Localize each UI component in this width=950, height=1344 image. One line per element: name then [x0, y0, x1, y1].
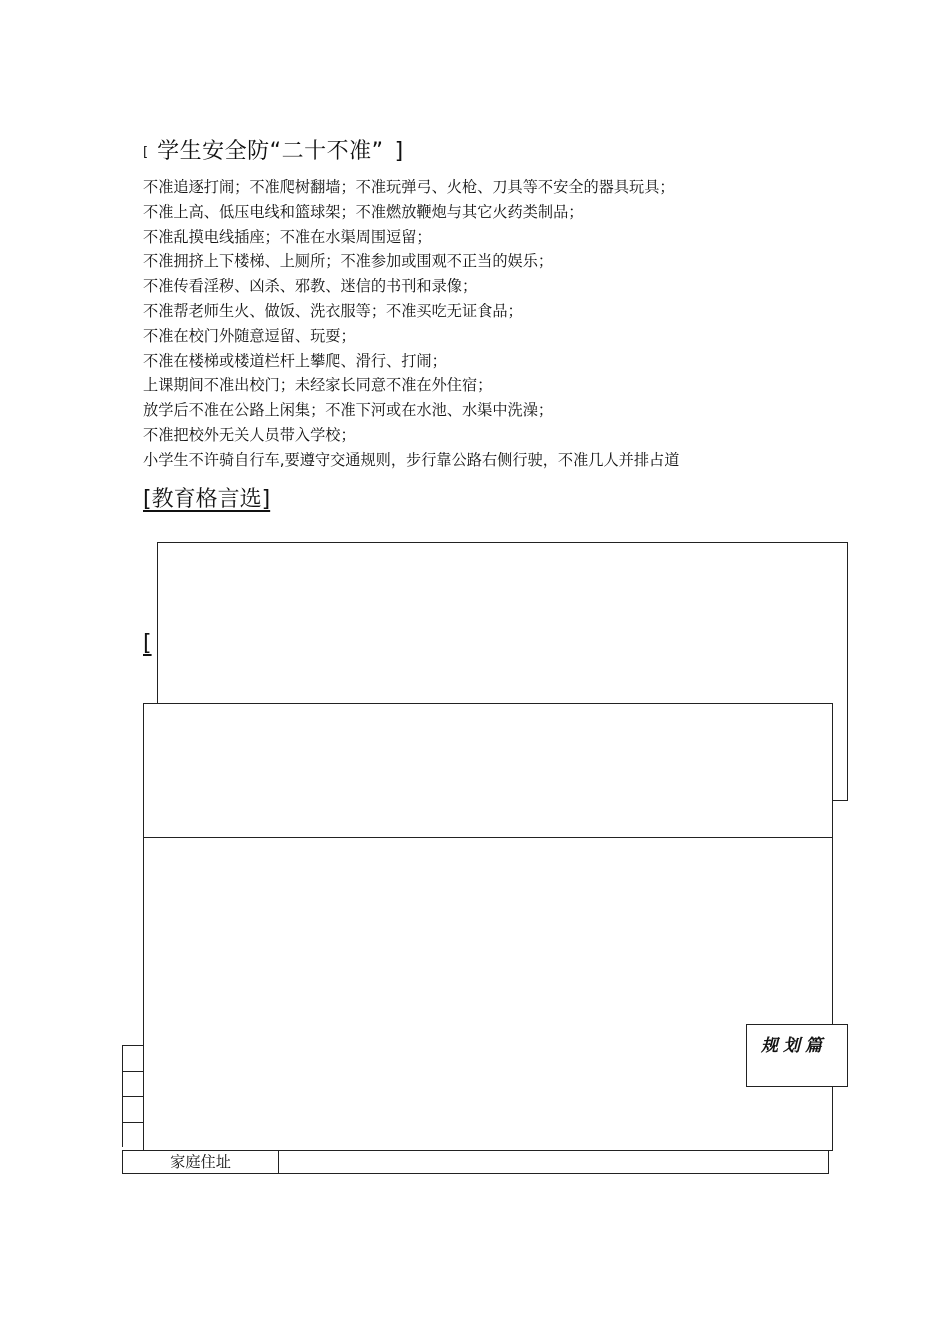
section-title: [143, 134, 403, 165]
table-row: [122, 1045, 145, 1071]
rule-item: 不准在楼梯或楼道栏杆上攀爬、滑行、打闹；: [143, 351, 447, 370]
rule-item: 上课期间不准出校门；未经家长同意不准在外住宿；: [143, 376, 493, 395]
rule-item: 小学生不许骑自行车,要遵守交通规则，步行靠公路右侧行驶，不准几人并排占道: [143, 450, 680, 469]
rule-item: 不准传看淫秽、凶杀、邪教、迷信的书刊和录像；: [143, 277, 478, 296]
content-box-middle: [143, 703, 833, 838]
rule-item: 不准拥挤上下楼梯、上厕所；不准参加或围观不正当的娱乐；: [143, 252, 554, 271]
title-open-bracket: [: [143, 145, 149, 160]
table-row: [122, 1122, 145, 1148]
rule-item: 不准帮老师生火、做饭、洗衣服等；不准买吃无证食品；: [143, 301, 523, 320]
address-row: [122, 1150, 829, 1174]
rule-item: 不准上高、低压电线和篮球架；不准燃放鞭炮与其它火药类制品；: [143, 202, 584, 221]
content-box-front: [143, 837, 833, 1151]
title-text: 学生安全防“二十不准”: [157, 139, 384, 164]
plan-box: [746, 1024, 848, 1087]
partial-heading: [: [143, 631, 152, 656]
title-close-bracket: ]: [394, 139, 404, 164]
rule-item: 不准乱摸电线插座；不准在水渠周围逗留；: [143, 227, 432, 246]
rule-item: 不准追逐打闹；不准爬树翻墙；不准玩弹弓、火枪、刀具等不安全的器具玩具；: [143, 178, 675, 196]
rule-item: 不准在校门外随意逗留、玩耍；: [143, 326, 356, 345]
address-value-cell[interactable]: [279, 1151, 828, 1173]
table-row: [122, 1096, 145, 1122]
address-label: 家庭住址: [123, 1151, 279, 1173]
rules-list: [143, 175, 863, 473]
motto-heading: [教育格言选]: [143, 487, 271, 512]
rule-item: 放学后不准在公路上闲集；不准下河或在水池、水渠中洗澡；: [143, 401, 554, 420]
table-row: [122, 1071, 145, 1097]
plan-label: 规划篇: [761, 1036, 827, 1056]
rule-item: 不准把校外无关人员带入学校；: [143, 425, 356, 444]
